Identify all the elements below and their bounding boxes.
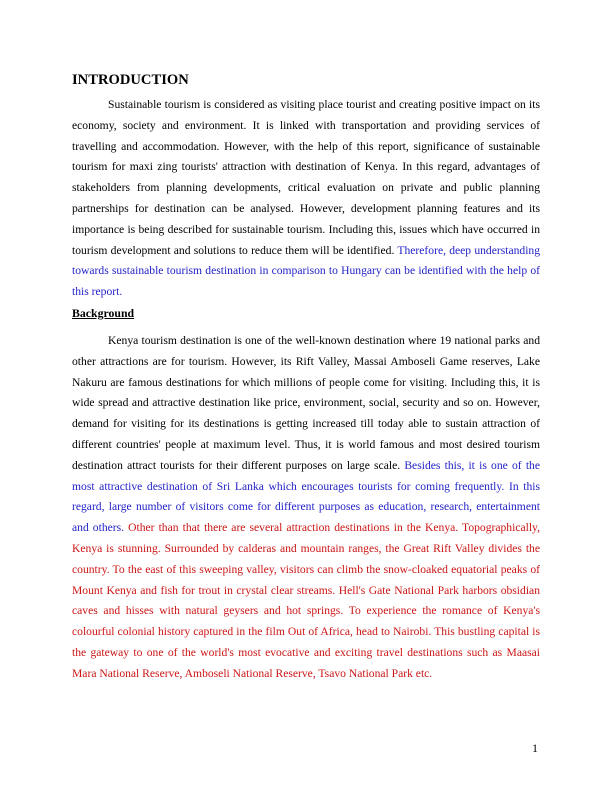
background-heading: Background — [72, 305, 135, 320]
background-paragraph — [72, 331, 540, 685]
document-page — [72, 70, 540, 685]
background-attractions-text: Other than that there are several attraction destinations in the Kenya. Topographically, Kenya is stunning. Surrounded by calderas and mountain ranges, the Great Rift Valley divides the country. To the east of this sweeping valley, visitors can climb the snow-cloaked equatorial peaks of Mount Kenya and fish for trout in crystal clear streams. Hell's Gate National Park harbors obsidian caves and hisses with natural geysers and hot springs. To experience the romance of Kenya's colourful colonial history captured in the film Out of Africa, head to Nairobi. This bustling capital is the gateway to one of the world's most evocative and exciting travel destinations such as Maasai Mara National Reserve, Amboseli National Reserve, Tsavo National Park etc. — [72, 521, 541, 680]
introduction-text: Sustainable tourism is considered as visiting place tourist and creating positive impact on its economy, society and environment. It is linked with transportation and providing services of travelling and accommodation. However, with the help of this report, significance of sustainable tourism for maxi zing tourists' attraction with destination of Kenya. In this regard, advantages of stakeholders from planning developments, critical evaluation on private and public planning partnerships for destination can be analysed. However, development planning features and its importance is being described for sustainable tourism. Including this, issues which have occurred in tourism development and solutions to reduce them will be identified. — [72, 98, 540, 257]
introduction-paragraph — [72, 95, 540, 303]
background-text: Kenya tourism destination is one of the well-known destination where 19 national parks and other attractions are for tourism. However, its Rift Valley, Massai Amboseli Game reserves, Lake Nakuru are famous destinations for which millions of people come for visiting. Including this, it is wide spread and attractive destination like price, environment, social, security and so on. However, demand for visiting for its destinations is getting increased till today able to sustain attraction of different countries' people at maximum level. Thus, it is world famous and most desired tourism destination attract tourists for their different purposes on large scale. — [72, 333, 540, 472]
background-highlight-text: Besides this, it is one of the most attractive destination of Sri Lanka which encourages tourists for coming frequently. In this regard, large number of visitors come for different purposes as education, research, entertainment and others. — [72, 458, 540, 535]
introduction-heading: INTRODUCTION — [72, 72, 189, 88]
page-number: 1 — [532, 741, 538, 755]
introduction-highlight-text: Therefore, deep understanding towards sustainable tourism destination in comparison to Hungary can be identified with the help of this report. — [72, 243, 541, 299]
